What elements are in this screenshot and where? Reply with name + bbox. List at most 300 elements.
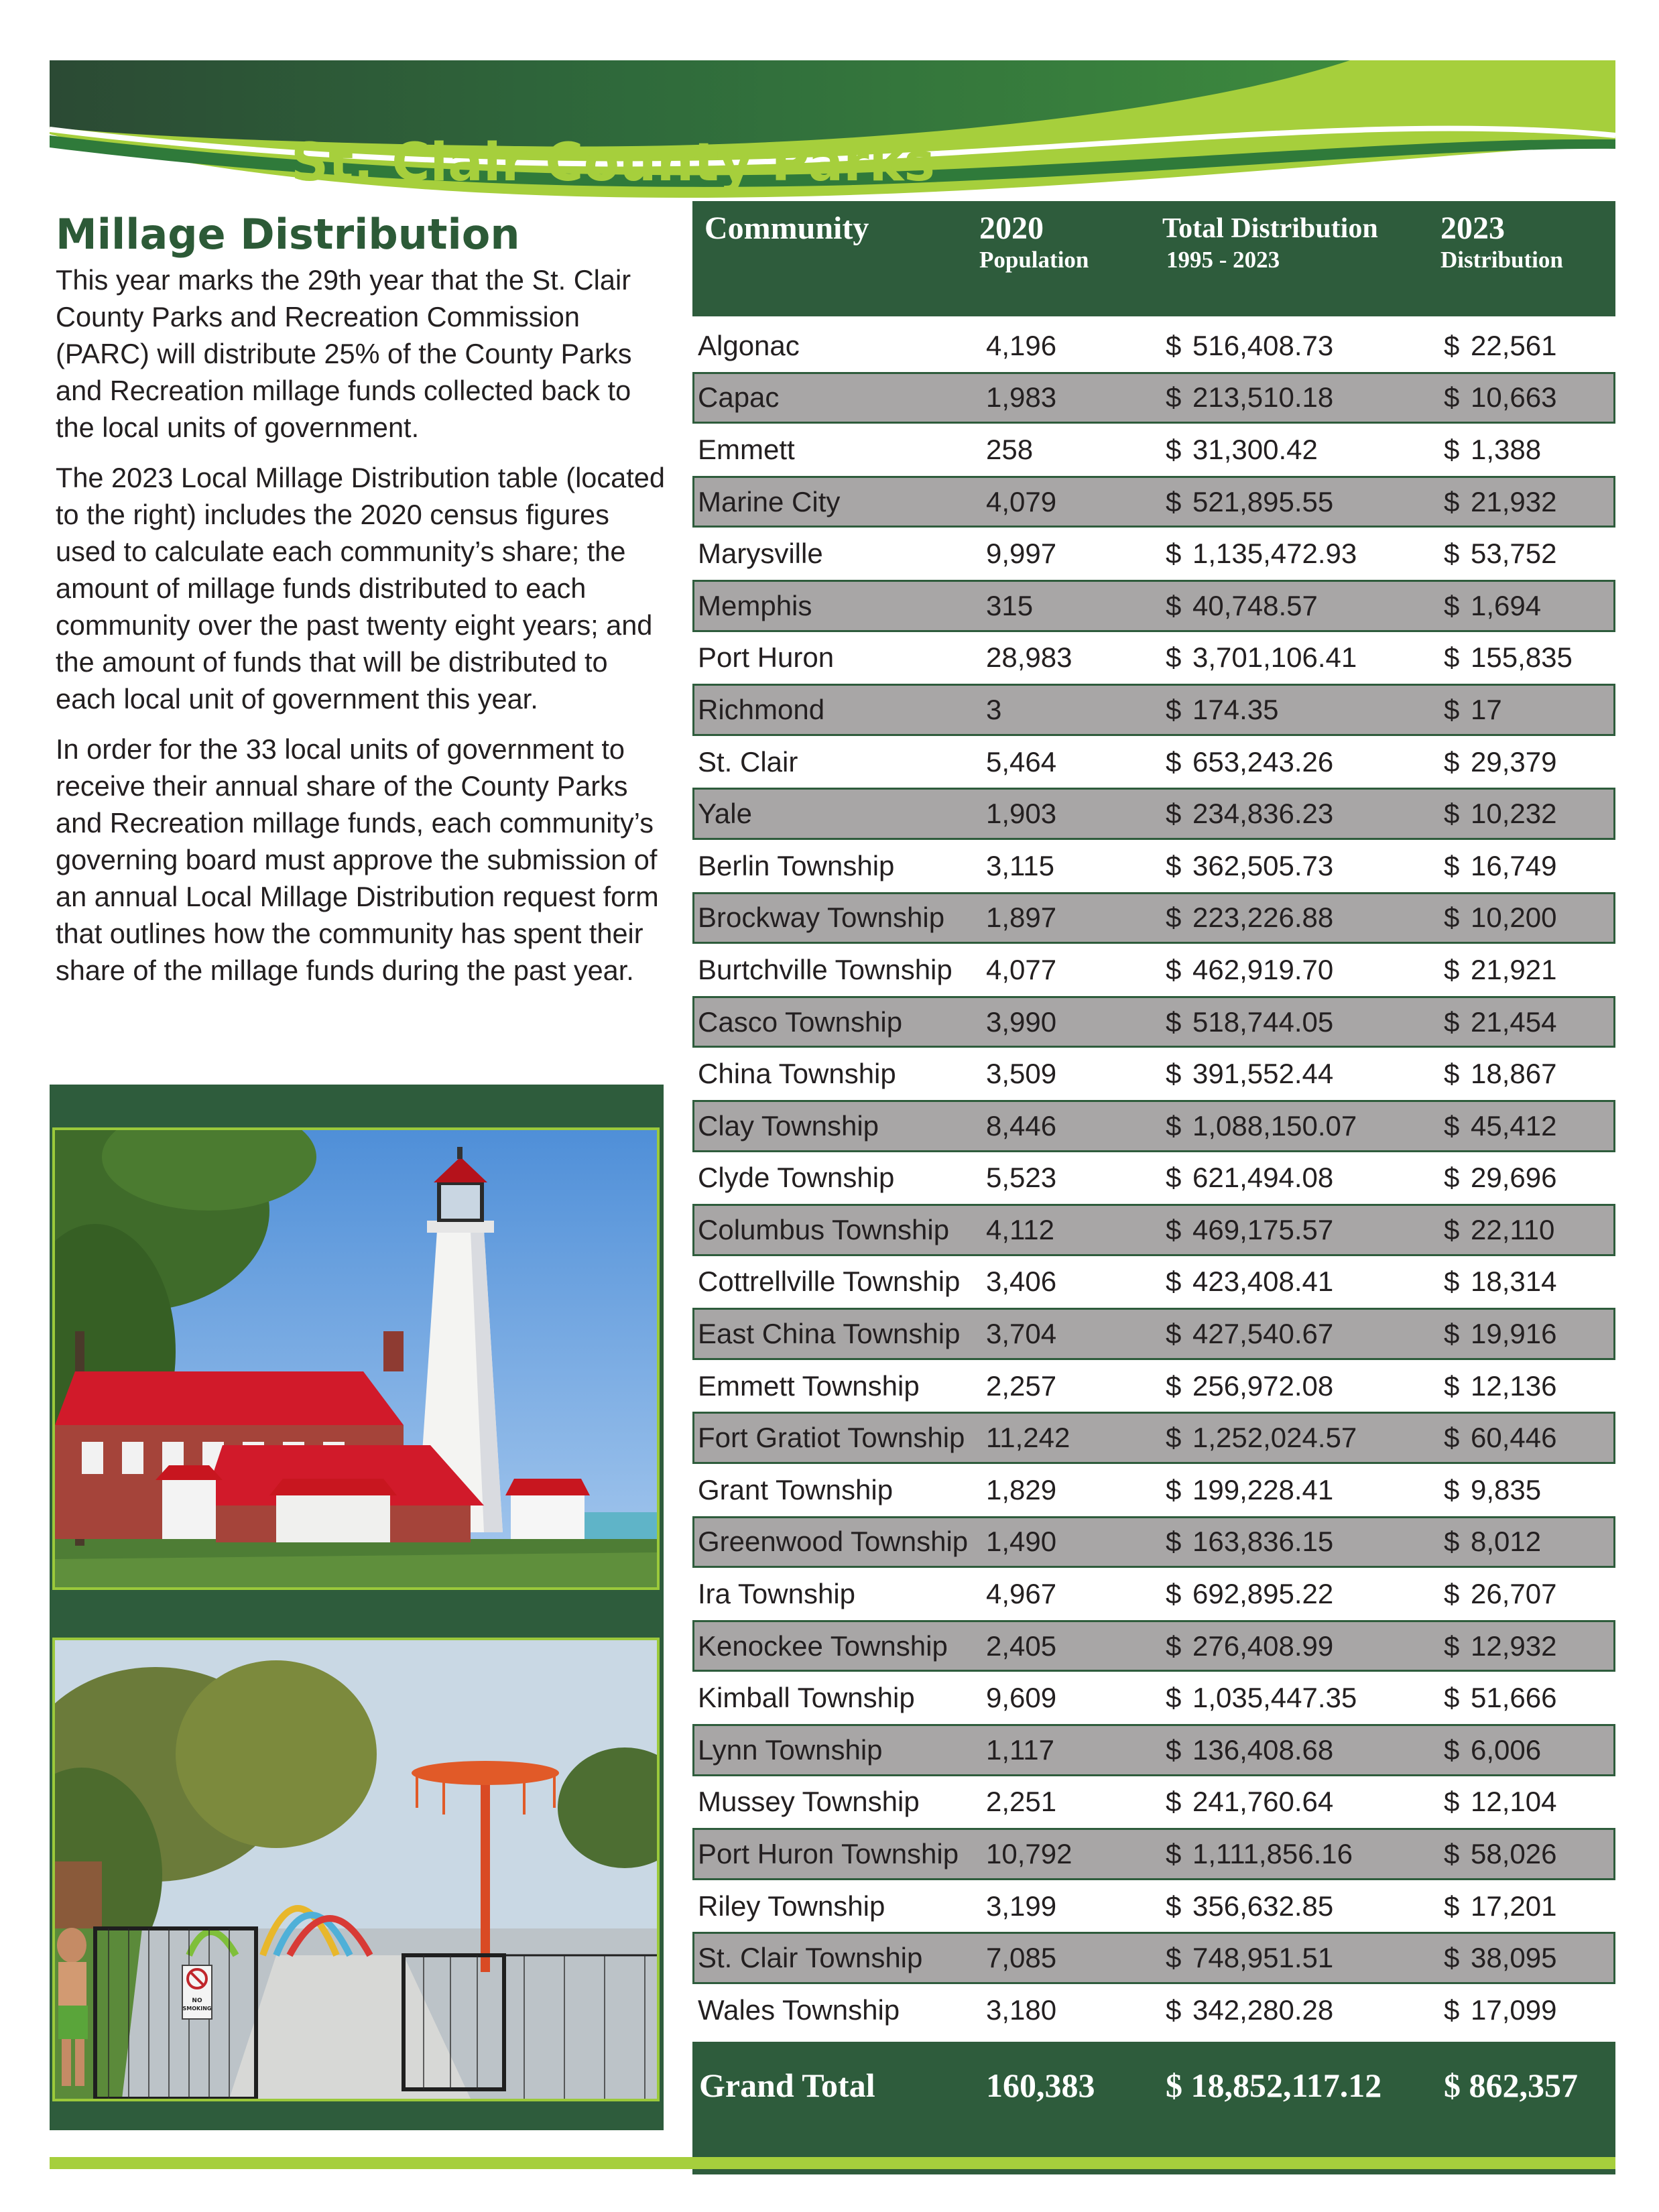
total-amount: 423,408.41 (1192, 1266, 1334, 1298)
table-row (692, 1828, 1615, 1880)
currency-symbol: $ (1166, 1162, 1182, 1194)
currency-symbol: $ (1166, 1473, 1182, 1506)
population-value: 3,704 (986, 1318, 1057, 1350)
dist-amount: 17 (1471, 693, 1502, 725)
population-value: 2,405 (986, 1630, 1057, 1662)
banner (50, 60, 1615, 204)
distribution-2023-value (1444, 1568, 1556, 1620)
currency-symbol: $ (1166, 641, 1182, 674)
dist-amount: 17,099 (1471, 1993, 1557, 2026)
total-distribution-value (1166, 790, 1333, 838)
distribution-2023-value (1444, 944, 1556, 996)
distribution-2023-value (1444, 1360, 1556, 1412)
total-distribution-value (1166, 582, 1318, 630)
population-value: 2,257 (986, 1369, 1057, 1402)
total-amount: 462,919.70 (1192, 953, 1334, 985)
distribution-2023-value (1444, 736, 1556, 788)
distribution-2023-value (1444, 1830, 1556, 1878)
total-amount: 362,505.73 (1192, 849, 1334, 881)
currency-symbol: $ (1444, 1682, 1460, 1714)
table-header (692, 201, 1615, 316)
currency-symbol: $ (1166, 485, 1182, 517)
total-amount: 1,252,024.57 (1192, 1422, 1357, 1454)
population-value: 1,117 (986, 1733, 1054, 1766)
population-value: 1,983 (986, 381, 1057, 414)
distribution-2023-value (1444, 478, 1556, 526)
community-name: Riley Township (698, 1890, 885, 1922)
currency-symbol: $ (1166, 1786, 1182, 1818)
total-amount: 213,510.18 (1192, 381, 1334, 414)
total-amount: 174.35 (1192, 693, 1279, 725)
currency-symbol: $ (1166, 953, 1182, 985)
population-value: 7,085 (986, 1942, 1057, 1974)
distribution-2023-value (1444, 1414, 1556, 1462)
total-distribution-value (1166, 1880, 1333, 1932)
distribution-2023-value (1444, 1464, 1541, 1516)
photo-panel-base (50, 2113, 664, 2130)
total-amount: 469,175.57 (1192, 1213, 1334, 1245)
currency-symbol: $ (1444, 1266, 1460, 1298)
dist-amount: 38,095 (1471, 1942, 1557, 1974)
grand-total-population: 160,383 (986, 2066, 1095, 2104)
total-distribution-value (1166, 1152, 1333, 1205)
currency-symbol: $ (1166, 538, 1182, 570)
currency-symbol: $ (1444, 329, 1460, 361)
table-row (692, 892, 1615, 944)
distribution-2023-value (1444, 374, 1556, 422)
footer-accent-bar (50, 2157, 1615, 2169)
currency-symbol: $ (1444, 1578, 1460, 1610)
dist-amount: 6,006 (1471, 1733, 1542, 1766)
community-name: Fort Gratiot Township (698, 1422, 965, 1454)
total-amount: 223,226.88 (1192, 902, 1334, 934)
population-value: 1,903 (986, 798, 1057, 830)
community-name: Clay Township (698, 1109, 879, 1142)
distribution-2023-value (1444, 1310, 1556, 1358)
total-distribution-value (1166, 1256, 1333, 1308)
total-amount: 391,552.44 (1192, 1058, 1334, 1090)
dist-amount: 1,694 (1471, 589, 1542, 621)
currency-symbol: $ (1444, 1838, 1460, 1870)
total-amount: 518,744.05 (1192, 1005, 1334, 1038)
community-name: Richmond (698, 693, 825, 725)
currency-symbol: $ (1166, 1942, 1182, 1974)
currency-symbol: $ (1166, 433, 1182, 465)
currency-symbol: $ (1444, 1473, 1460, 1506)
community-name: St. Clair Township (698, 1942, 923, 1974)
table-row (692, 424, 1615, 476)
population-value: 3,990 (986, 1005, 1057, 1038)
table-row (692, 1672, 1615, 1724)
grand-total-distribution: $ 18,852,117.12 (1166, 2066, 1382, 2104)
distribution-2023-value (1444, 1622, 1556, 1670)
total-distribution-value (1166, 528, 1357, 580)
population-value: 3,509 (986, 1058, 1057, 1090)
total-amount: 40,748.57 (1192, 589, 1318, 621)
total-distribution-value (1166, 1048, 1333, 1100)
total-distribution-value (1166, 1206, 1333, 1254)
total-amount: 521,895.55 (1192, 485, 1334, 517)
header-2023-distribution: 2023 Distribution (1440, 210, 1563, 273)
currency-symbol: $ (1444, 1369, 1460, 1402)
currency-symbol: $ (1444, 902, 1460, 934)
table-row (692, 528, 1615, 580)
table-row (692, 580, 1615, 632)
population-value: 10,792 (986, 1838, 1072, 1870)
table-row (692, 632, 1615, 684)
total-amount: 1,111,856.16 (1192, 1838, 1353, 1870)
total-amount: 342,280.28 (1192, 1993, 1334, 2026)
distribution-2023-value (1444, 1518, 1541, 1566)
total-amount: 427,540.67 (1192, 1318, 1334, 1350)
table-row (692, 1932, 1615, 1984)
total-distribution-value (1166, 1830, 1353, 1878)
currency-symbol: $ (1444, 745, 1460, 778)
table-row (692, 1100, 1615, 1152)
dist-amount: 16,749 (1471, 849, 1557, 881)
total-amount: 256,972.08 (1192, 1369, 1334, 1402)
total-distribution-value (1166, 736, 1333, 788)
total-distribution-value (1166, 1672, 1357, 1724)
distribution-2023-value (1444, 320, 1556, 372)
community-name: Emmett (698, 433, 795, 465)
population-value: 11,242 (986, 1422, 1070, 1454)
currency-symbol: $ (1444, 433, 1460, 465)
table-row (692, 1880, 1615, 1932)
dist-amount: 29,379 (1471, 745, 1557, 778)
distribution-2023-value (1444, 582, 1541, 630)
section-title: Millage Distribution (56, 210, 520, 259)
currency-symbol: $ (1444, 1786, 1460, 1818)
total-distribution-value (1166, 1726, 1333, 1774)
community-name: East China Township (698, 1318, 961, 1350)
community-name: Marine City (698, 485, 841, 517)
dist-amount: 51,666 (1471, 1682, 1557, 1714)
community-name: Burtchville Township (698, 953, 953, 985)
no-smoking-sign-line2: SMOKING (182, 2006, 212, 2012)
total-distribution-value (1166, 478, 1333, 526)
community-name: Port Huron Township (698, 1838, 959, 1870)
population-value: 4,079 (986, 485, 1057, 517)
currency-symbol: $ (1444, 1526, 1460, 1558)
currency-symbol: $ (1444, 589, 1460, 621)
currency-symbol: $ (1444, 1630, 1460, 1662)
total-amount: 516,408.73 (1192, 329, 1334, 361)
dist-amount: 21,921 (1471, 953, 1557, 985)
total-distribution-value (1166, 1360, 1333, 1412)
population-value: 5,464 (986, 745, 1057, 778)
total-amount: 199,228.41 (1192, 1473, 1334, 1506)
dist-amount: 60,446 (1471, 1422, 1557, 1454)
currency-symbol: $ (1444, 1162, 1460, 1194)
currency-symbol: $ (1166, 1109, 1182, 1142)
total-distribution-value (1166, 632, 1357, 684)
total-amount: 136,408.68 (1192, 1733, 1334, 1766)
distribution-2023-value (1444, 1726, 1541, 1774)
table-row (692, 1204, 1615, 1256)
splashpad-photo (52, 1638, 660, 2101)
currency-symbol: $ (1444, 849, 1460, 881)
currency-symbol: $ (1166, 1890, 1182, 1922)
distribution-2023-value (1444, 1672, 1556, 1724)
table-row (692, 1568, 1615, 1620)
currency-symbol: $ (1166, 849, 1182, 881)
grand-total-label: Grand Total (699, 2066, 875, 2104)
distribution-2023-value (1444, 1152, 1556, 1205)
currency-symbol: $ (1166, 798, 1182, 830)
currency-symbol: $ (1444, 381, 1460, 414)
header-population: 2020 Population (979, 210, 1089, 273)
total-amount: 163,836.15 (1192, 1526, 1334, 1558)
dist-amount: 10,200 (1471, 902, 1557, 934)
currency-symbol: $ (1166, 1630, 1182, 1662)
dist-amount: 8,012 (1471, 1526, 1542, 1558)
currency-symbol: $ (1166, 1369, 1182, 1402)
intro-section (56, 208, 672, 1002)
population-value: 3,115 (986, 849, 1054, 881)
currency-symbol: $ (1444, 1942, 1460, 1974)
currency-symbol: $ (1166, 1058, 1182, 1090)
photo-panel-splashpad (50, 1597, 664, 2113)
dist-amount: 12,932 (1471, 1630, 1557, 1662)
population-value: 3,199 (986, 1890, 1057, 1922)
table-row (692, 1048, 1615, 1100)
currency-symbol: $ (1166, 1266, 1182, 1298)
table-row (692, 476, 1615, 528)
dist-amount: 18,867 (1471, 1058, 1557, 1090)
table-row (692, 320, 1615, 372)
total-distribution-value (1166, 1776, 1333, 1829)
total-amount: 356,632.85 (1192, 1890, 1334, 1922)
total-distribution-value (1166, 1984, 1333, 2036)
total-distribution-value (1166, 1518, 1333, 1566)
total-distribution-value (1166, 1622, 1333, 1670)
population-value: 1,490 (986, 1526, 1057, 1558)
community-name: Cottrellville Township (698, 1266, 961, 1298)
community-name: Algonac (698, 329, 800, 361)
population-value: 3,180 (986, 1993, 1057, 2026)
total-distribution-value (1166, 840, 1333, 892)
community-name: Emmett Township (698, 1369, 920, 1402)
table-row (692, 736, 1615, 788)
dist-amount: 12,136 (1471, 1369, 1557, 1402)
distribution-2023-value (1444, 998, 1556, 1046)
dist-amount: 18,314 (1471, 1266, 1557, 1298)
total-distribution-value (1166, 998, 1333, 1046)
community-name: Kenockee Township (698, 1630, 948, 1662)
intro-paragraph-3: In order for the 33 local units of government to receive their annual share of the County Parks and Recreation millage funds, each community’s governing board must approve the submission of an annual Local Millage Distribution request form that outlines how the community has spent their share of the millage funds during the past year. (56, 733, 659, 986)
dist-amount: 26,707 (1471, 1578, 1557, 1610)
total-amount: 3,701,106.41 (1192, 641, 1357, 674)
distribution-2023-value (1444, 1776, 1556, 1829)
community-name: Port Huron (698, 641, 835, 674)
dist-amount: 29,696 (1471, 1162, 1557, 1194)
population-value: 4,077 (986, 953, 1057, 985)
currency-symbol: $ (1166, 1993, 1182, 2026)
dist-amount: 12,104 (1471, 1786, 1557, 1818)
currency-symbol: $ (1444, 1890, 1460, 1922)
population-value: 5,523 (986, 1162, 1057, 1194)
dist-amount: 17,201 (1471, 1890, 1557, 1922)
total-distribution-value (1166, 320, 1333, 372)
table-row (692, 372, 1615, 424)
population-value: 2,251 (986, 1786, 1057, 1818)
currency-symbol: $ (1444, 1213, 1460, 1245)
currency-symbol: $ (1444, 1733, 1460, 1766)
total-distribution-value (1166, 1414, 1357, 1462)
total-amount: 692,895.22 (1192, 1578, 1334, 1610)
total-amount: 276,408.99 (1192, 1630, 1334, 1662)
total-distribution-value (1166, 1934, 1333, 1982)
population-value: 9,609 (986, 1682, 1057, 1714)
community-name: Yale (698, 798, 752, 830)
table-row (692, 1776, 1615, 1829)
currency-symbol: $ (1166, 1682, 1182, 1714)
distribution-2023-value (1444, 1256, 1556, 1308)
population-value: 1,897 (986, 902, 1057, 934)
community-name: Wales Township (698, 1993, 900, 2026)
total-distribution-value (1166, 944, 1333, 996)
currency-symbol: $ (1166, 329, 1182, 361)
total-distribution-value (1166, 1102, 1357, 1150)
table-row (692, 1152, 1615, 1205)
currency-symbol: $ (1444, 1993, 1460, 2026)
distribution-2023-value (1444, 790, 1556, 838)
table-row (692, 944, 1615, 996)
distribution-2023-value (1444, 894, 1556, 942)
dist-amount: 155,835 (1471, 641, 1573, 674)
total-amount: 1,135,472.93 (1192, 538, 1357, 570)
grand-total-2023: $ 862,357 (1444, 2066, 1578, 2104)
distribution-2023-value (1444, 1880, 1556, 1932)
distribution-2023-value (1444, 1206, 1554, 1254)
total-amount: 653,243.26 (1192, 745, 1334, 778)
table-row (692, 1256, 1615, 1308)
table-row (692, 1360, 1615, 1412)
community-name: Brockway Township (698, 902, 945, 934)
total-distribution-value (1166, 424, 1318, 476)
population-value: 315 (986, 589, 1034, 621)
currency-symbol: $ (1444, 798, 1460, 830)
distribution-2023-value (1444, 424, 1541, 476)
community-name: Kimball Township (698, 1682, 915, 1714)
population-value: 3 (986, 693, 1002, 725)
table-row (692, 996, 1615, 1048)
currency-symbol: $ (1444, 641, 1460, 674)
grand-total-row (692, 2042, 1615, 2129)
population-value: 28,983 (986, 641, 1072, 674)
currency-symbol: $ (1444, 1109, 1460, 1142)
total-amount: 1,035,447.35 (1192, 1682, 1357, 1714)
community-name: Memphis (698, 589, 812, 621)
currency-symbol: $ (1166, 745, 1182, 778)
no-smoking-sign-line1: NO (192, 1998, 202, 2004)
table-row (692, 1516, 1615, 1569)
currency-symbol: $ (1166, 1838, 1182, 1870)
currency-symbol: $ (1166, 1526, 1182, 1558)
total-amount: 1,088,150.07 (1192, 1109, 1357, 1142)
total-amount: 621,494.08 (1192, 1162, 1334, 1194)
total-distribution-value (1166, 1464, 1333, 1516)
table-row (692, 1724, 1615, 1776)
currency-symbol: $ (1444, 953, 1460, 985)
table-row (692, 1620, 1615, 1672)
total-distribution-value (1166, 1568, 1333, 1620)
lighthouse-photo (52, 1127, 660, 1590)
population-value: 4,967 (986, 1578, 1057, 1610)
dist-amount: 53,752 (1471, 538, 1557, 570)
total-amount: 234,836.23 (1192, 798, 1334, 830)
population-value: 8,446 (986, 1109, 1057, 1142)
dist-amount: 1,388 (1471, 433, 1542, 465)
banner-title: St. Clair County Parks (291, 133, 935, 193)
currency-symbol: $ (1166, 693, 1182, 725)
community-name: Capac (698, 381, 780, 414)
currency-symbol: $ (1444, 693, 1460, 725)
currency-symbol: $ (1444, 1005, 1460, 1038)
community-name: Lynn Township (698, 1733, 883, 1766)
intro-paragraph-1: This year marks the 29th year that the St. Clair County Parks and Recreation Commission (PARC) will distribute 25% of the County Parks and Recreation millage funds collected back to the local units of government. (56, 264, 632, 443)
dist-amount: 58,026 (1471, 1838, 1557, 1870)
table-row (692, 788, 1615, 840)
dist-amount: 19,916 (1471, 1318, 1557, 1350)
total-distribution-value (1166, 374, 1333, 422)
community-name: Berlin Township (698, 849, 895, 881)
distribution-2023-value (1444, 1984, 1556, 2036)
total-amount: 748,951.51 (1192, 1942, 1334, 1974)
table-row (692, 840, 1615, 892)
table-row (692, 1412, 1615, 1464)
currency-symbol: $ (1444, 1318, 1460, 1350)
currency-symbol: $ (1166, 1733, 1182, 1766)
dist-amount: 10,663 (1471, 381, 1557, 414)
currency-symbol: $ (1444, 1422, 1460, 1454)
community-name: Mussey Township (698, 1786, 920, 1818)
total-amount: 31,300.42 (1192, 433, 1318, 465)
community-name: Casco Township (698, 1005, 903, 1038)
distribution-2023-value (1444, 632, 1573, 684)
header-total-distribution: Total Distribution 1995 - 2023 (1162, 213, 1378, 273)
currency-symbol: $ (1166, 902, 1182, 934)
dist-amount: 45,412 (1471, 1109, 1557, 1142)
dist-amount: 22,561 (1471, 329, 1557, 361)
distribution-2023-value (1444, 1934, 1556, 1982)
table-row (692, 1984, 1615, 2036)
dist-amount: 10,232 (1471, 798, 1557, 830)
distribution-2023-value (1444, 528, 1556, 580)
currency-symbol: $ (1444, 1058, 1460, 1090)
table-row (692, 1464, 1615, 1516)
currency-symbol: $ (1166, 1422, 1182, 1454)
community-name: Clyde Township (698, 1162, 895, 1194)
community-name: St. Clair (698, 745, 798, 778)
dist-amount: 21,454 (1471, 1005, 1557, 1038)
header-community: Community (704, 210, 869, 246)
population-value: 3,406 (986, 1266, 1057, 1298)
community-name: Columbus Township (698, 1213, 950, 1245)
currency-symbol: $ (1166, 1213, 1182, 1245)
table-body (692, 316, 1615, 2036)
population-value: 1,829 (986, 1473, 1057, 1506)
dist-amount: 22,110 (1471, 1213, 1555, 1245)
currency-symbol: $ (1166, 381, 1182, 414)
table-row (692, 684, 1615, 736)
population-value: 4,196 (986, 329, 1057, 361)
community-name: Marysville (698, 538, 823, 570)
currency-symbol: $ (1166, 1318, 1182, 1350)
community-name: Greenwood Township (698, 1526, 969, 1558)
table-row (692, 1308, 1615, 1360)
